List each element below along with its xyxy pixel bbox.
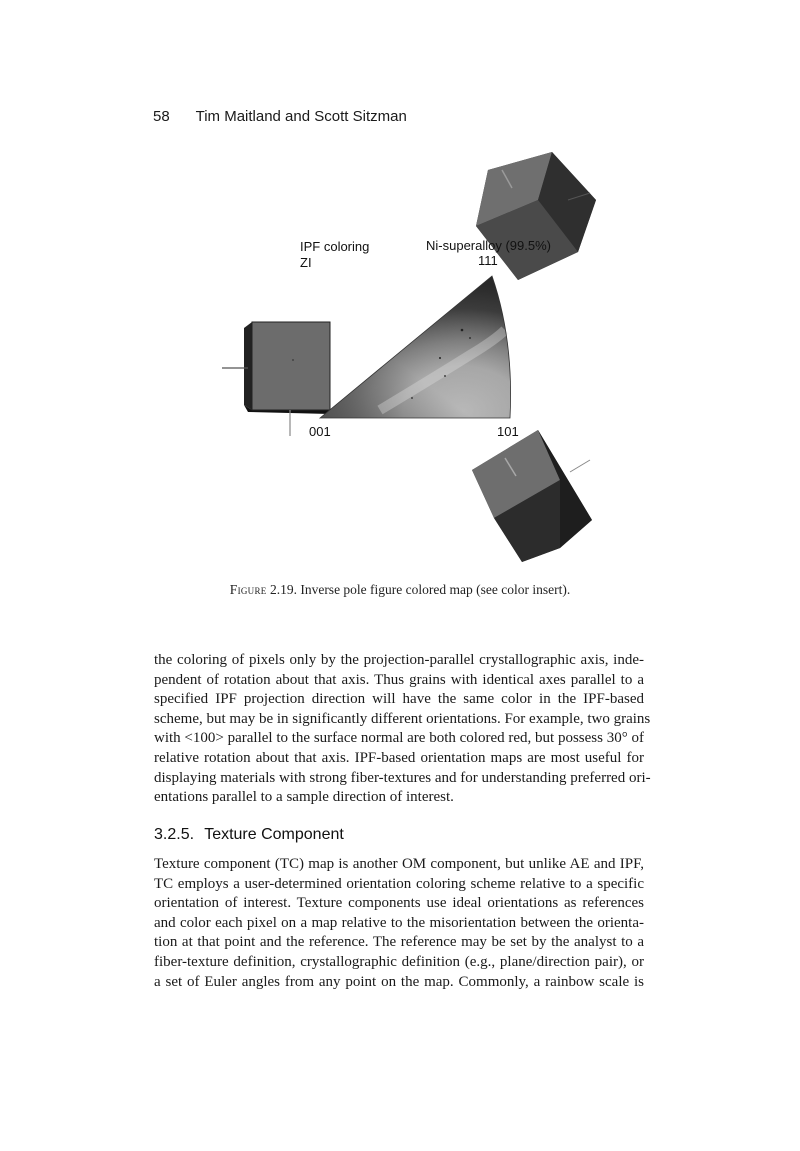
text-line: and color each pixel on a map relative to the misorientation between the orienta- <box>154 914 644 931</box>
text-line: the coloring of pixels only by the projection-parallel crystallographic axis, inde- <box>154 652 644 668</box>
cube-bottom-right <box>472 430 592 562</box>
caption-number: 2.19. <box>269 582 297 597</box>
text-line: relative rotation about that axis. IPF-based orientation maps are most useful for <box>154 749 644 766</box>
text-line: orientation of interest. Texture components use ideal orientations as references <box>154 895 644 912</box>
ipf-triangle <box>320 276 511 418</box>
axis-label: ZI <box>300 255 312 270</box>
page-number: 58 <box>153 108 170 125</box>
text-line: TC employs a user-determined orientation coloring scheme relative to a specific <box>154 875 644 892</box>
material-label: Ni-superalloy (99.5%) <box>426 238 551 253</box>
text-line: entations parallel to a sample direction of interest. <box>154 789 454 806</box>
text-line: pendent of rotation about that axis. Thus grains with identical axes parallel to a <box>154 671 644 688</box>
ipf-coloring-label: IPF coloring <box>300 239 370 254</box>
text-line: fiber-texture definition, crystallographic definition (e.g., plane/direction pair), or <box>154 953 644 970</box>
text-line: a set of Euler angles from any point on the map. Commonly, a rainbow scale is <box>154 973 644 990</box>
caption-label: Figure <box>229 582 267 597</box>
corner-label-101: 101 <box>497 424 519 439</box>
corner-label-001: 001 <box>309 424 331 439</box>
cube-left <box>222 322 330 436</box>
text-line: tion at that point and the reference. The reference may be set by the analyst to a <box>154 934 644 951</box>
corner-label-111: 111 <box>478 253 498 268</box>
figure-caption <box>0 582 800 598</box>
text-line: with <100> parallel to the surface normal are both colored red, but possess 30° of <box>154 730 644 747</box>
section-title: Texture Component <box>204 826 344 843</box>
paragraph-texture-component <box>154 855 644 992</box>
text-line: Texture component (TC) map is another OM component, but unlike AE and IPF, <box>154 856 644 872</box>
paragraph-ipf-description <box>154 651 651 808</box>
text-line: scheme, but may be in significantly different orientations. For example, two grains <box>154 710 651 727</box>
caption-text: Inverse pole figure colored map (see color insert). <box>300 582 571 597</box>
section-number: 3.2.5. <box>154 826 195 843</box>
running-header-authors: Tim Maitland and Scott Sitzman <box>195 108 407 125</box>
section-heading <box>154 826 344 844</box>
text-line: displaying materials with strong fiber-textures and for understanding preferred ori- <box>154 769 651 786</box>
text-line: specified IPF projection direction will have the same color in the IPF-based <box>154 691 644 708</box>
